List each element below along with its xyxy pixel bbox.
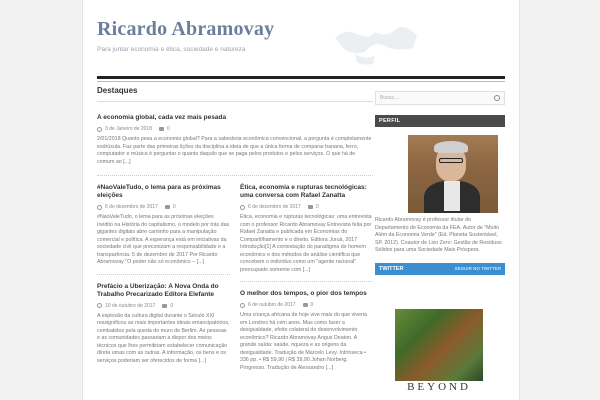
comment-count[interactable]: 0 [166, 126, 170, 132]
post-excerpt: A explosão da cultura digital durante o Século XXI ressignificou as mais importantes ideais emancipatórios, combatidos pela queda do muro de Berlim. As pessoas e as comunidades passariam a dispor dos meios técnicos que lhes permitiriam estabelecer comunicação direta umas com as outras. A informação, os bens e os serviços poderiam ser oferecidos de forma [...] [97, 312, 230, 364]
list-item [97, 184, 230, 275]
clock-icon [97, 205, 102, 210]
comment-count[interactable]: 0 [310, 302, 314, 308]
list-item [240, 184, 373, 282]
clock-icon [97, 303, 102, 308]
page-container [82, 0, 520, 400]
profile-photo [408, 135, 498, 213]
list-item [240, 290, 373, 379]
post-meta [97, 126, 373, 132]
header-divider-thin [97, 81, 505, 82]
post-title[interactable]: Ética, economia e rupturas tecnológicas: uma conversa com Rafael Zanatta [240, 184, 367, 199]
clock-icon [240, 205, 245, 210]
list-item [97, 283, 230, 373]
twitter-title: TWITTER [379, 265, 404, 272]
twitter-follow-link[interactable]: SEGUIR NO TWITTER [454, 265, 501, 271]
post-meta [240, 204, 373, 210]
clock-icon [97, 127, 102, 132]
post-title[interactable]: Prefácio a Uberização: A Nova Onda do Trabalho Precarizado Editora Elefante [97, 282, 219, 298]
posts-column-left [97, 184, 230, 387]
search-box[interactable] [375, 91, 505, 105]
comment-count[interactable]: 0 [172, 204, 176, 210]
post-title[interactable]: O melhor dos tempos, o pior dos tempos [240, 290, 367, 297]
section-title: Destaques [97, 86, 373, 102]
post-excerpt: Uma criança africana de hoje vive mais do que viveria em Londres há cem anos. Mas como fazer a desigualdade, efeito colateral do desenvolvimento econômico? Ricardo Abramovay Angus Deaton. A grande saída: saúde, riqueza e as origens da desigualdade. Tradução de Marcelo Levy. Intrínseca • 336 pp. • R$ 59,90 | R$ 39,90 Johan Norberg. Progresso. Tradução de Alessandro [...] [240, 312, 367, 371]
comment-icon [165, 205, 170, 209]
comment-icon [162, 304, 167, 308]
featured-post [97, 114, 373, 176]
main-content [97, 86, 373, 387]
post-meta [97, 204, 230, 210]
post-date: 6 de dezembro de 2017 [248, 204, 301, 210]
book-title: BEYOND [407, 380, 471, 393]
comment-icon [308, 205, 313, 209]
book-cover-image[interactable] [395, 309, 483, 393]
comment-count[interactable]: 0 [170, 302, 174, 309]
clock-icon [240, 303, 245, 308]
post-date: 6 de dezembro de 2017 [105, 204, 158, 210]
post-excerpt: #NaoValeTudo, o lema para as próximas eleições Inédito na História do capitalismo, o modelo por trás das gigantes digitais abre caminho para a manipulação comercial e política. A esperança está em iniciativas da sociedade civil que preconizam a responsabilidade e a transparência. 5 de dezembro de 2017 Por Ricardo Abramovay "O poder não só econômico – [...] [97, 214, 230, 265]
site-description: Para juntar economia e ética, sociedade e natureza [97, 46, 246, 53]
posts-column-right [240, 184, 373, 387]
post-date: 3 de Janeiro de 2018 [105, 126, 152, 132]
search-icon[interactable] [494, 95, 500, 101]
photo-glasses [439, 158, 463, 163]
photo-hair [434, 141, 468, 153]
site-header [97, 18, 507, 68]
comment-icon [159, 127, 164, 131]
post-date: 10 de outubro de 2017 [105, 302, 156, 309]
sidebar [375, 86, 505, 393]
profile-bio: Ricardo Abramovay é professor titular do Departamento de Economia da FEA. Autor de "Muito Além da Economia Verde" (Ed. Planeta Sustentável, SP, 2012). Coautor de Lixo Zero: Gestão de Resíduos Sólidos para uma Sociedade Mais Próspera. [375, 217, 502, 253]
header-divider [97, 76, 505, 79]
post-excerpt: Ética, economia e rupturas tecnológicas: uma entrevista com o professor Ricardo Abramovay Entrevista feita por Rafael Zanatta e publicada em Economias do Compartilhamento e o direito. Editora Juruá, 2017 Introdução[1] A contestação do paradigma do homem econômico e dos métodos de análise científica que concebem o indivíduo como um "agente racional" preocupado somente com [...] [240, 214, 372, 273]
comment-count[interactable]: 0 [315, 204, 319, 210]
comment-icon [303, 303, 308, 307]
photo-shirt [444, 181, 460, 211]
post-meta [97, 303, 230, 309]
posts-grid [97, 184, 373, 387]
post-excerpt: 2/01/2018 Quanto pesa a economia global? Para a sabedoria econômica convencional, a pergunta é completamente esdrúxula. Faz parte das primeiras lições da disciplina a ideia de que a única forma de comparar banana, ferro, computador e música é perguntar o quanto daquilo que se paga pelos produtos e pelos serviços. O que há de comum ao [...] [97, 136, 372, 165]
post-date: 6 de outubro de 2017 [248, 302, 296, 308]
site-title[interactable]: Ricardo Abramovay [97, 18, 275, 40]
perfil-widget-title: PERFIL [375, 115, 505, 127]
featured-post-title[interactable]: A economia global, cada vez mais pesada [97, 114, 227, 121]
world-map-decoration [325, 18, 425, 68]
post-title[interactable]: #NaoValeTudo, o lema para as próximas eleições [97, 184, 221, 199]
post-meta [240, 302, 373, 308]
search-input[interactable]: Busca ... [380, 95, 400, 101]
twitter-widget-title [375, 263, 505, 275]
